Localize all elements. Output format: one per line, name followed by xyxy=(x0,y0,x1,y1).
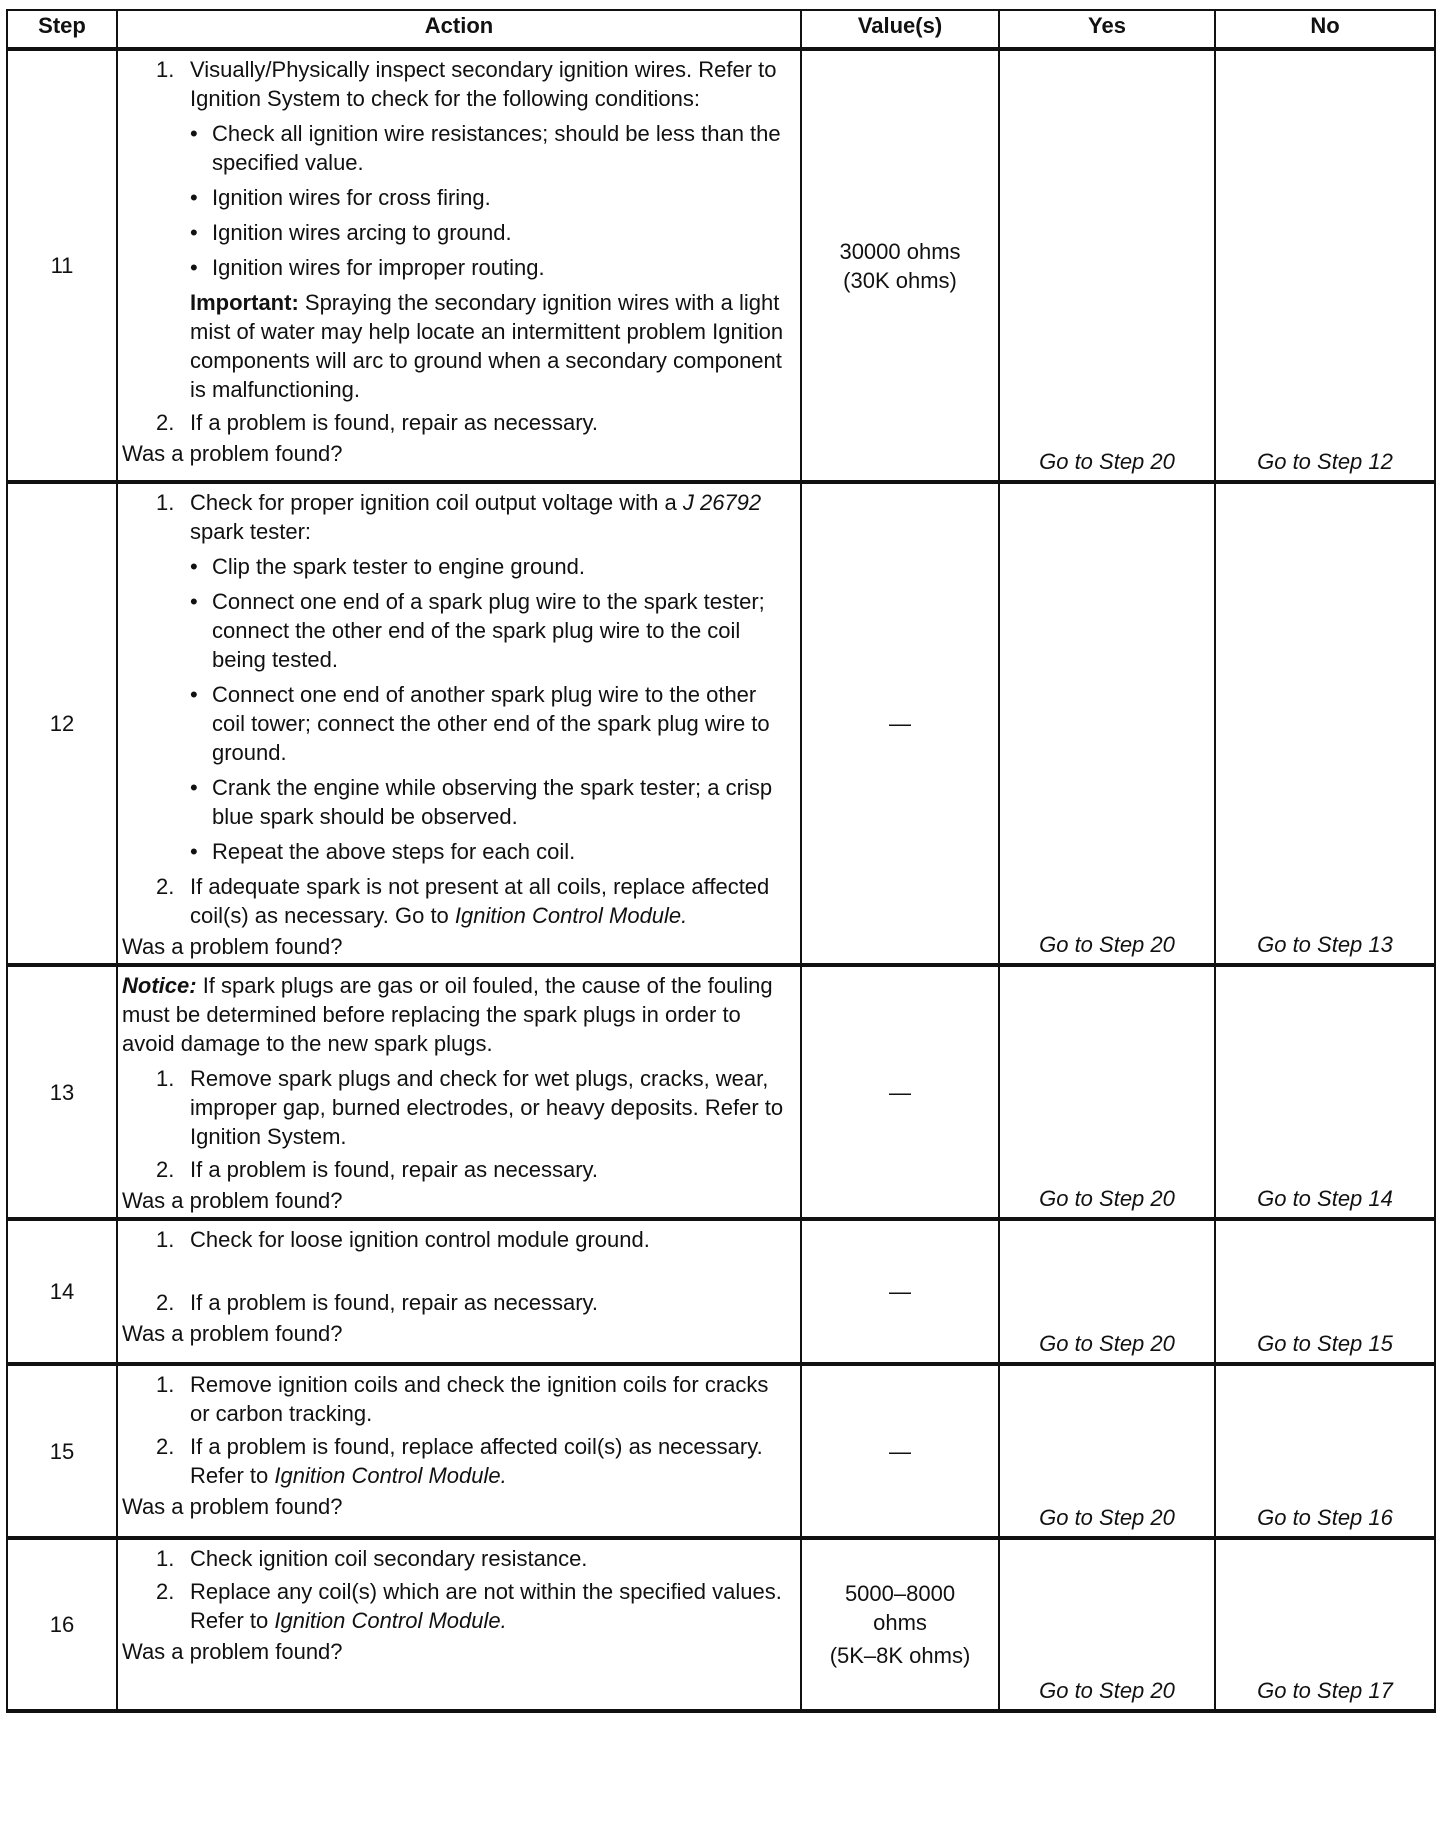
bullet-text: Ignition wires for cross firing. xyxy=(212,185,491,210)
bullet-text: Check all ignition wire resistances; should be less than the specified value. xyxy=(212,121,781,175)
table-row-step-11 xyxy=(7,49,1435,482)
yes-cell: Go to Step 20 xyxy=(999,1219,1215,1364)
action-text: If a problem is found, repair as necessary. xyxy=(190,1290,599,1315)
bullet-text: Ignition wires arcing to ground. xyxy=(212,220,512,245)
table-row-step-15 xyxy=(7,1364,1435,1538)
item-number: 1. xyxy=(156,1372,175,1397)
important-note xyxy=(190,288,792,404)
value-text: 5000–8000 xyxy=(844,1581,956,1606)
action-text: Visually/Physically inspect secondary ignition wires. Refer to Ignition System to check for the following conditions: xyxy=(190,57,777,111)
header-row xyxy=(7,10,1435,49)
action-text: spark tester: xyxy=(190,519,312,544)
value-text: — xyxy=(889,1079,911,1105)
notice-label: Notice: xyxy=(122,973,197,998)
no-cell: Go to Step 17 xyxy=(1215,1538,1435,1711)
value-text: ohms xyxy=(873,1610,927,1635)
bullet-text: Connect one end of a spark plug wire to the spark tester; connect the other end of the spark plug wire to the coil being tested. xyxy=(212,589,765,672)
yes-cell: Go to Step 20 xyxy=(999,1364,1215,1538)
action-text: Check ignition coil secondary resistance. xyxy=(190,1546,588,1571)
action-text: Remove ignition coils and check the ignition coils for cracks or carbon tracking. xyxy=(190,1372,769,1426)
item-number: 1. xyxy=(156,57,175,82)
tool-ref: J 26792 xyxy=(682,490,762,515)
action-text: Remove spark plugs and check for wet plugs, cracks, wear, improper gap, burned electrodes, or heavy deposits. Refer to Ignition System. xyxy=(190,1066,784,1149)
action-text: Replace any coil(s) which are not within the specified values. Refer to xyxy=(190,1579,782,1633)
header-step: Step xyxy=(7,10,117,49)
item-number: 1. xyxy=(156,1227,175,1252)
step-number: 14 xyxy=(7,1219,117,1364)
table-row-step-13 xyxy=(7,965,1435,1219)
step-number: 15 xyxy=(7,1364,117,1538)
no-cell: Go to Step 14 xyxy=(1215,965,1435,1219)
no-cell: Go to Step 15 xyxy=(1215,1219,1435,1364)
bullet-text: Repeat the above steps for each coil. xyxy=(212,839,576,864)
value-text: — xyxy=(889,1438,911,1464)
value-text: (30K ohms) xyxy=(843,267,957,293)
important-label: Important: xyxy=(190,290,299,315)
bullet-text: Ignition wires for improper routing. xyxy=(212,255,545,280)
bullet-text: Crank the engine while observing the spark tester; a crisp blue spark should be observed. xyxy=(212,775,773,829)
action-cell: 1. Check for proper ignition coil output voltage with a J 26792 spark tester: • Clip the spark tester to engine ground. • Connect one end of a spark plug wire to the spark tester; connect the other end of the spark plug wire to the coil being tested. • Connect one end of another spark plug wire to the other coil tower; connect the other end of the spark plug wire to ground. • Crank the engine while observing the spark tester; a crisp blue spark should be observed. • Repeat the above steps for each coil. 2. If adequate spark is not present at all coils, replace affected coil(s) as necessary. Go to Ignition Control Module. Was a problem found? xyxy=(117,482,801,965)
action-text: Check for proper ignition coil output voltage with a xyxy=(190,490,677,515)
action-text: If adequate spark is not present at all coils, replace affected coil(s) as necessary. Go to xyxy=(190,874,770,928)
step-number: 16 xyxy=(7,1538,117,1711)
table-row-step-12 xyxy=(7,482,1435,965)
important-text: Spraying the secondary ignition wires with a light mist of water may help locate an intermittent problem Ignition components will arc to ground when a secondary component is malfunctioning. xyxy=(190,290,784,402)
value-text: — xyxy=(889,1279,911,1304)
section-ref: Ignition Control Module. xyxy=(454,903,688,928)
header-yes: Yes xyxy=(999,10,1215,49)
no-cell: Go to Step 12 xyxy=(1215,49,1435,482)
item-number: 2. xyxy=(156,1434,175,1459)
value-text: 30000 ohms xyxy=(839,238,961,264)
action-cell: 1. Visually/Physically inspect secondary ignition wires. Refer to Ignition System to check for the following conditions: • Check all ignition wire resistances; should be less than the specified value. • Ignition wires for cross firing. • Ignition wires arcing to ground. • Ignition wires for improper routing. Important: Spraying the secondary ignition wires with a light mist of water may help locate an intermittent problem Ignition components will arc to ground when a secondary component is malfunctioning. 2. If a problem is found, repair as necessary. Was a problem found? xyxy=(117,49,801,482)
action-cell xyxy=(117,1364,801,1538)
question-text: Was a problem found? xyxy=(122,441,343,466)
step-number: 13 xyxy=(7,965,117,1219)
step-number: 11 xyxy=(7,49,117,482)
action-cell xyxy=(117,1219,801,1364)
item-number: 2. xyxy=(156,1157,175,1182)
header-no: No xyxy=(1215,10,1435,49)
yes-cell: Go to Step 20 xyxy=(999,965,1215,1219)
diagnostic-table xyxy=(6,9,1436,1713)
action-text: If a problem is found, repair as necessary. xyxy=(190,410,599,435)
section-ref: Ignition Control Module. xyxy=(274,1608,507,1633)
question-text: Was a problem found? xyxy=(122,1188,343,1213)
value-cell xyxy=(801,965,999,1219)
table-row-step-16 xyxy=(7,1538,1435,1711)
section-ref: Ignition Control Module. xyxy=(274,1463,507,1488)
value-cell xyxy=(801,1364,999,1538)
action-cell xyxy=(117,1538,801,1711)
yes-cell: Go to Step 20 xyxy=(999,1538,1215,1711)
question-text: Was a problem found? xyxy=(122,934,343,959)
bullet-text: Clip the spark tester to engine ground. xyxy=(212,554,586,579)
yes-cell: Go to Step 20 xyxy=(999,49,1215,482)
item-number: 1. xyxy=(156,490,175,515)
item-number: 1. xyxy=(156,1066,175,1091)
notice xyxy=(122,971,792,1058)
action-text: If a problem is found, replace affected coil(s) as necessary. Refer to xyxy=(190,1434,763,1488)
question-text: Was a problem found? xyxy=(122,1321,343,1346)
step-number: 12 xyxy=(7,482,117,965)
notice-text: If spark plugs are gas or oil fouled, the cause of the fouling must be determined before replacing the spark plugs in order to avoid damage to the new spark plugs. xyxy=(122,973,773,1056)
action-text: If a problem is found, repair as necessary. xyxy=(190,1157,599,1182)
header-action: Action xyxy=(117,10,801,49)
value-cell xyxy=(801,1219,999,1364)
no-cell: Go to Step 16 xyxy=(1215,1364,1435,1538)
item-number: 2. xyxy=(156,874,175,899)
item-number: 1. xyxy=(156,1546,175,1571)
action-text: Check for loose ignition control module ground. xyxy=(190,1227,650,1252)
item-number: 2. xyxy=(156,410,175,435)
header-values: Value(s) xyxy=(801,10,999,49)
value-cell xyxy=(801,482,999,965)
value-cell xyxy=(801,1538,999,1711)
bullet-text: Connect one end of another spark plug wire to the other coil tower; connect the other end of the spark plug wire to ground. xyxy=(212,682,770,765)
value-cell xyxy=(801,49,999,482)
value-text: — xyxy=(889,711,911,736)
question-text: Was a problem found? xyxy=(122,1639,343,1664)
yes-cell: Go to Step 20 xyxy=(999,482,1215,965)
action-cell xyxy=(117,965,801,1219)
table-row-step-14 xyxy=(7,1219,1435,1364)
no-cell: Go to Step 13 xyxy=(1215,482,1435,965)
question-text: Was a problem found? xyxy=(122,1494,343,1519)
value-text: (5K–8K ohms) xyxy=(829,1643,971,1668)
item-number: 2. xyxy=(156,1579,175,1604)
item-number: 2. xyxy=(156,1290,175,1315)
